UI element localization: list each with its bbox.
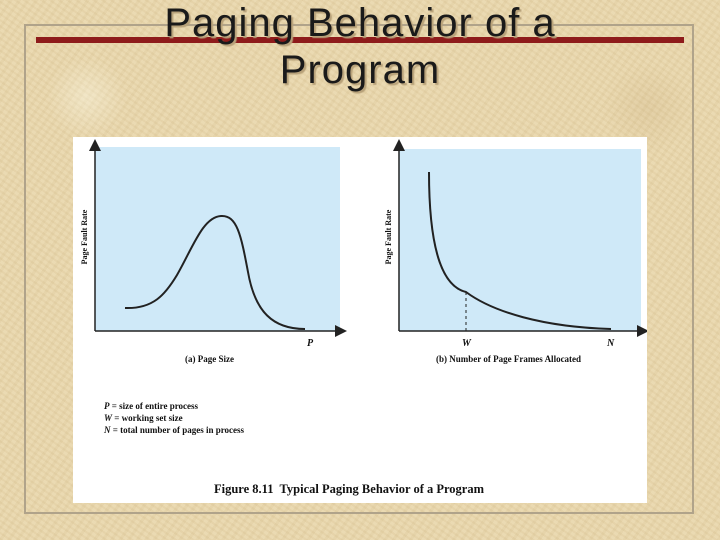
plot-a-p-marker: P (307, 338, 314, 349)
figure-legend (103, 401, 245, 435)
figure-card (73, 137, 647, 503)
plot-b-background (399, 149, 641, 331)
plot-b-y-label: Page Fault Rate (384, 209, 393, 265)
legend-symbol-p: P (104, 401, 110, 411)
figure-svg (73, 137, 647, 503)
plot-b-w-marker: W (462, 338, 471, 349)
slide-title (0, 0, 720, 94)
legend-item-n (103, 425, 245, 435)
plot-a-sublabel: (a) Page Size (185, 354, 234, 364)
slide-title-line-1: Paging Behavior of a (164, 1, 556, 45)
plot-b-n-marker: N (607, 338, 615, 349)
legend-text-w: = working set size (112, 413, 183, 423)
plot-b-sublabel: (b) Number of Page Frames Allocated (436, 354, 582, 364)
legend-text-p: = size of entire process (109, 401, 199, 411)
legend-text-n: = total number of pages in process (110, 425, 245, 435)
plot-a-y-label: Page Fault Rate (80, 209, 89, 265)
plot-a-background (95, 147, 340, 331)
legend-item-p (104, 401, 199, 411)
legend-item-w (104, 413, 183, 423)
legend-symbol-w: W (104, 413, 113, 423)
slide-title-line-2: Program (279, 48, 441, 92)
figure-caption: Figure 8.11 Typical Paging Behavior of a Program (214, 482, 485, 496)
legend-symbol-n: N (104, 425, 111, 435)
